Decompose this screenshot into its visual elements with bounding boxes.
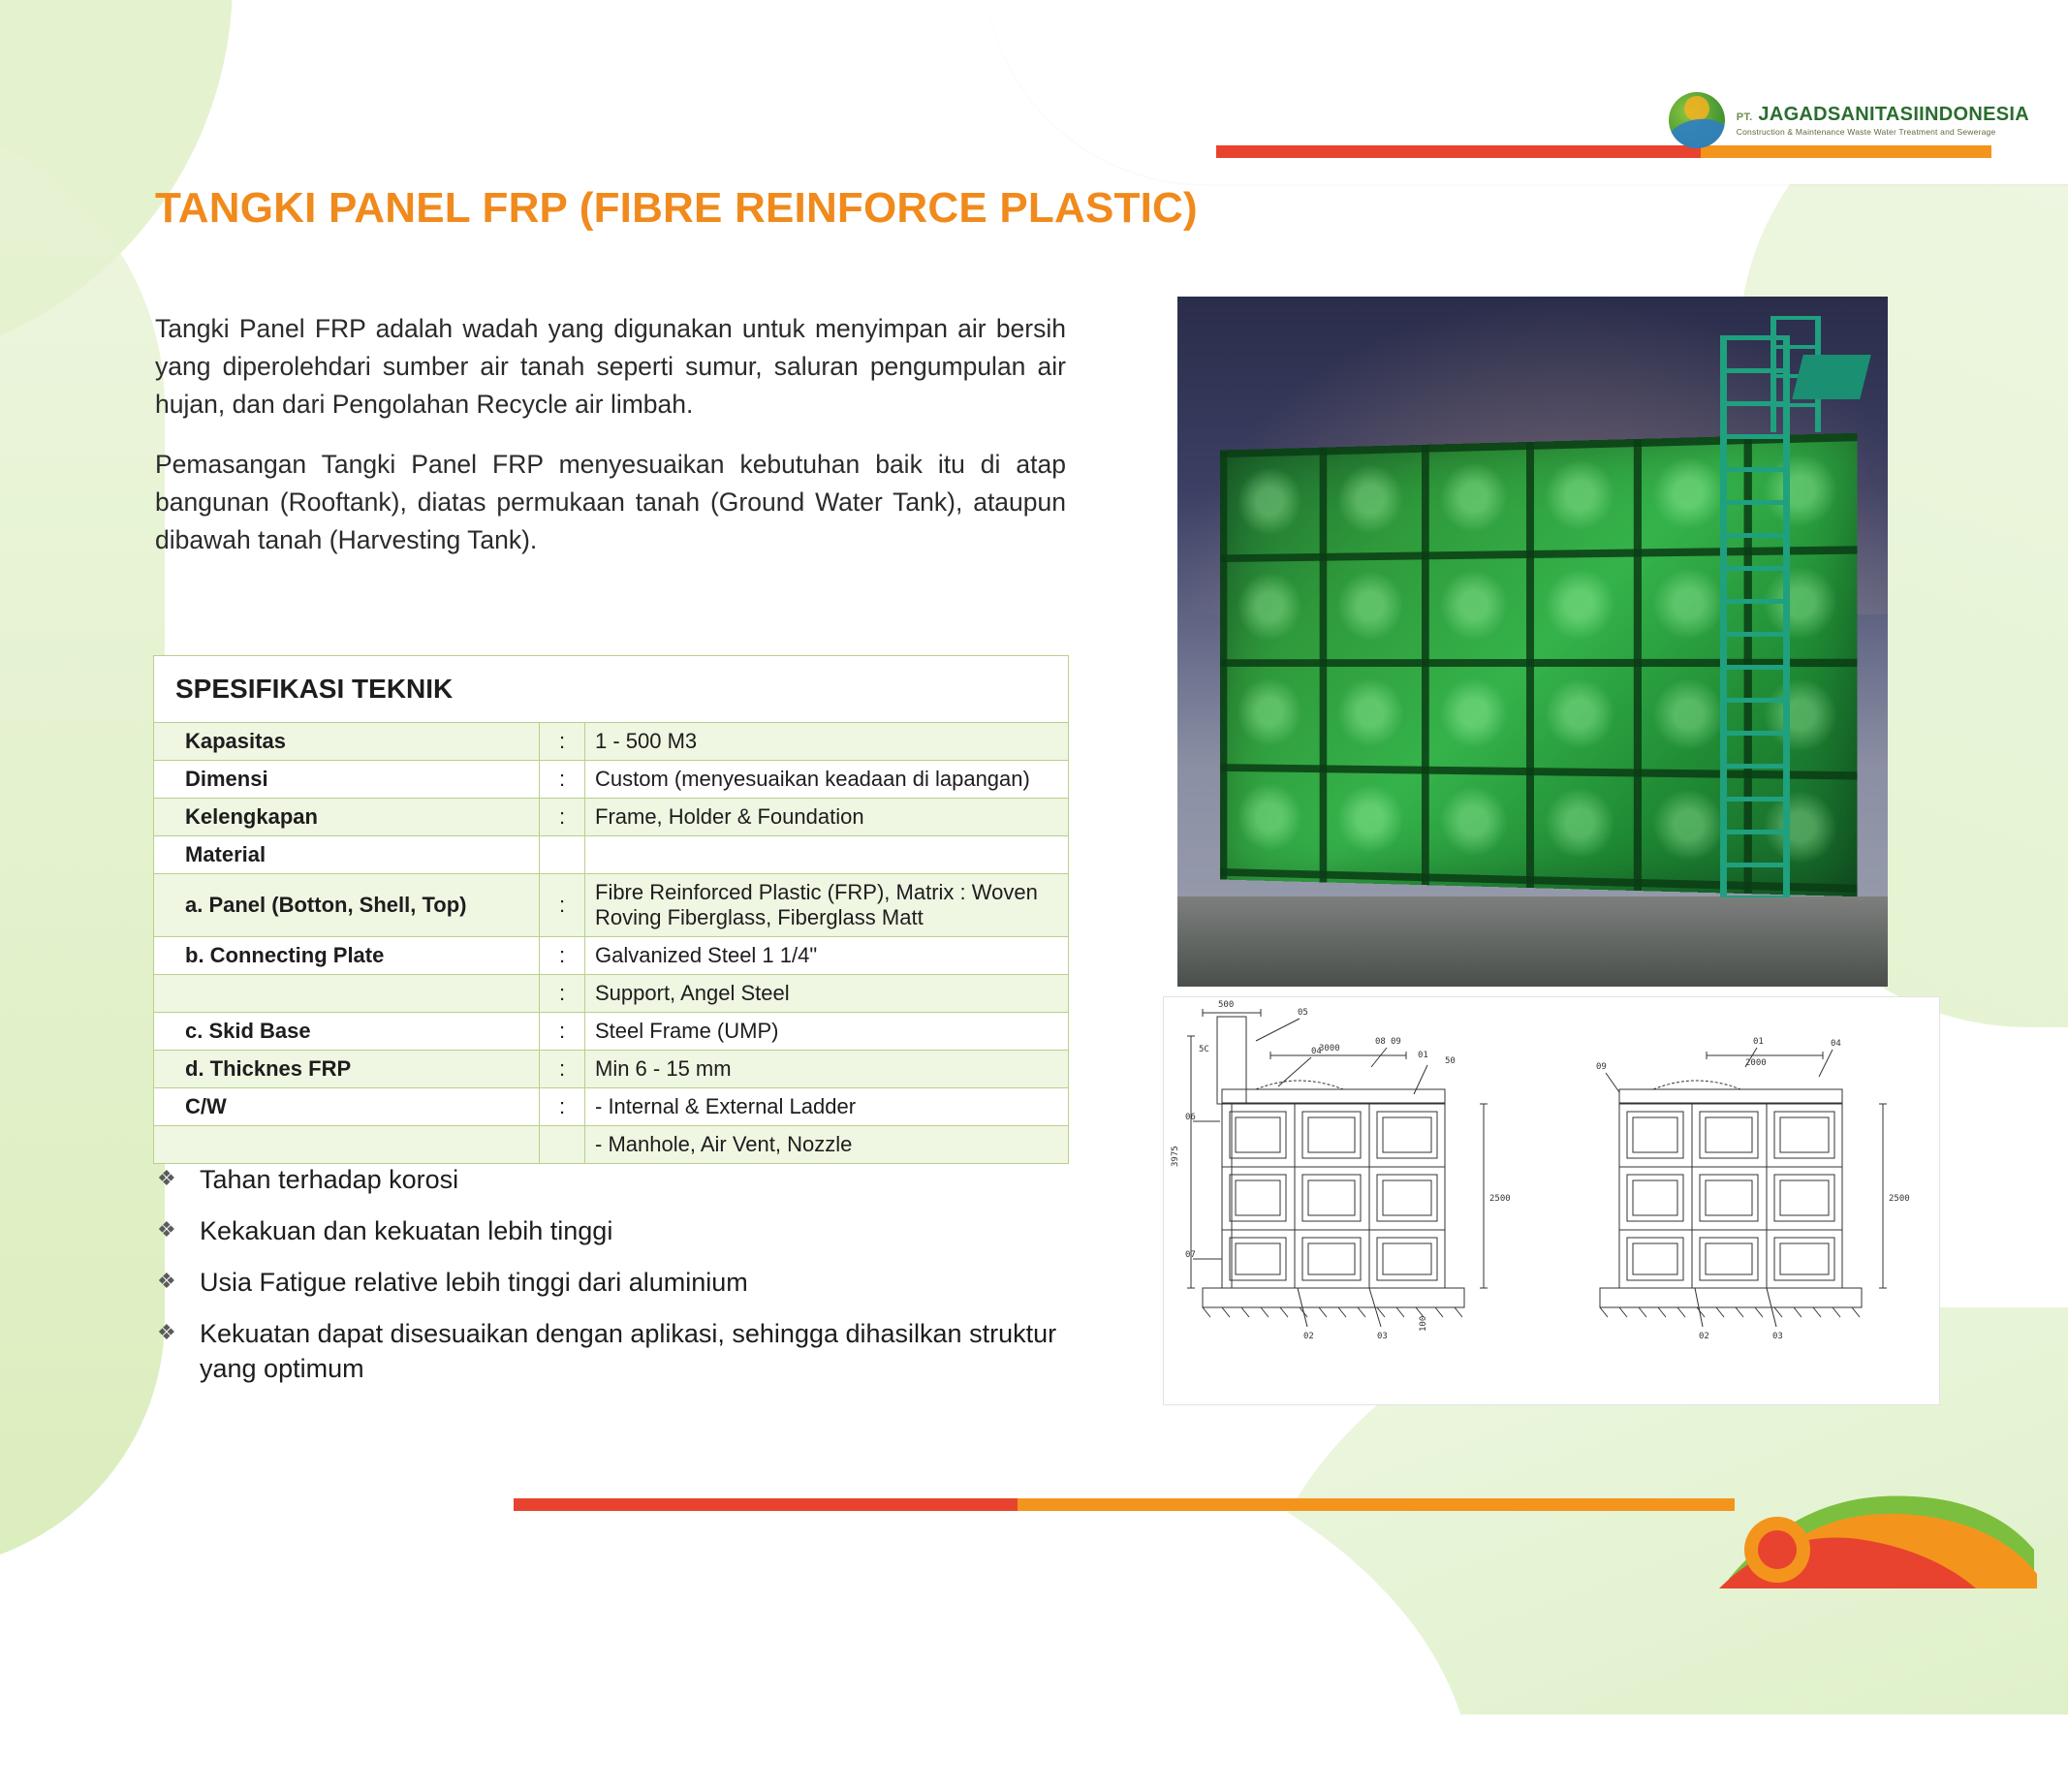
list-item bbox=[155, 1266, 1076, 1301]
spec-label: a. Panel (Botton, Shell, Top) bbox=[154, 874, 540, 937]
spec-value: 1 - 500 M3 bbox=[585, 723, 1069, 761]
spec-value: - Internal & External Ladder bbox=[585, 1088, 1069, 1126]
svg-text:2500: 2500 bbox=[1889, 1194, 1910, 1204]
spec-colon: : bbox=[540, 937, 585, 975]
spec-colon bbox=[540, 836, 585, 874]
svg-text:2000: 2000 bbox=[1745, 1058, 1767, 1068]
paragraph-2: Pemasangan Tangki Panel FRP menyesuaikan kebutuhan baik itu di atap bangunan (Rooftank), diatas permukaan tanah (Ground Water Tank), ataupun dibawah tanah (Harvesting Tank). bbox=[155, 449, 1066, 555]
logo-text bbox=[1737, 105, 2029, 137]
logo-pt-label: PT. bbox=[1736, 110, 1753, 123]
spec-label bbox=[154, 975, 540, 1013]
technical-drawing-svg bbox=[1164, 997, 1939, 1404]
spec-table-title-row bbox=[154, 656, 1069, 723]
spec-colon: : bbox=[540, 874, 585, 937]
background-shape-left bbox=[0, 116, 165, 1570]
svg-text:3975: 3975 bbox=[1171, 1146, 1180, 1167]
spec-colon: : bbox=[540, 761, 585, 799]
spec-value: Support, Angel Steel bbox=[585, 975, 1069, 1013]
svg-text:2500: 2500 bbox=[1489, 1194, 1511, 1204]
photo-ground bbox=[1177, 896, 1888, 987]
spec-value: Fibre Reinforced Plastic (FRP), Matrix : Woven Roving Fiberglass, Fiberglass Matt bbox=[585, 874, 1069, 937]
logo-tagline: Construction & Maintenance Waste Water Treatment and Sewerage bbox=[1736, 126, 1996, 137]
svg-text:02: 02 bbox=[1699, 1332, 1709, 1341]
table-row bbox=[154, 799, 1069, 836]
spec-value: Min 6 - 15 mm bbox=[585, 1051, 1069, 1088]
advantages-list bbox=[155, 1163, 1076, 1403]
spec-label: c. Skid Base bbox=[154, 1013, 540, 1051]
spec-label: Kapasitas bbox=[154, 723, 540, 761]
spec-colon: : bbox=[540, 975, 585, 1013]
diamond-bullet-icon: ❖ bbox=[157, 1216, 176, 1242]
svg-text:03: 03 bbox=[1772, 1332, 1783, 1341]
list-item-label: Kekakuan dan kekuatan lebih tinggi bbox=[200, 1215, 613, 1245]
svg-text:01: 01 bbox=[1418, 1051, 1428, 1060]
diamond-bullet-icon: ❖ bbox=[157, 1166, 176, 1190]
frp-tank-photo bbox=[1177, 297, 1888, 987]
svg-text:04: 04 bbox=[1311, 1047, 1322, 1056]
svg-text:02: 02 bbox=[1303, 1332, 1314, 1341]
table-row bbox=[154, 937, 1069, 975]
list-item-label: Kekuatan dapat disesuaikan dengan aplikasi, sehingga dihasilkan struktur yang optimum bbox=[200, 1318, 1057, 1383]
svg-text:08: 08 bbox=[1375, 1037, 1386, 1047]
spec-value: Galvanized Steel 1 1/4" bbox=[585, 937, 1069, 975]
footer-bar-orange bbox=[1018, 1498, 1735, 1511]
svg-text:03: 03 bbox=[1377, 1332, 1388, 1341]
table-row bbox=[154, 761, 1069, 799]
svg-text:06: 06 bbox=[1185, 1113, 1196, 1122]
table-row bbox=[154, 874, 1069, 937]
logo-mark-icon bbox=[1669, 92, 1725, 148]
spec-colon bbox=[540, 1126, 585, 1164]
svg-text:500: 500 bbox=[1218, 1000, 1235, 1010]
page-title: TANGKI PANEL FRP (FIBRE REINFORCE PLASTIC) bbox=[155, 184, 1198, 232]
spec-label: Dimensi bbox=[154, 761, 540, 799]
spec-colon: : bbox=[540, 1013, 585, 1051]
spec-colon: : bbox=[540, 799, 585, 836]
svg-text:100: 100 bbox=[1419, 1315, 1428, 1332]
table-row bbox=[154, 1013, 1069, 1051]
svg-text:5C: 5C bbox=[1199, 1045, 1209, 1054]
list-item bbox=[155, 1317, 1076, 1387]
spec-label bbox=[154, 1126, 540, 1164]
spec-colon: : bbox=[540, 1088, 585, 1126]
spec-label: C/W bbox=[154, 1088, 540, 1126]
background-white-swoosh bbox=[116, 1385, 1473, 1792]
spec-label: Material bbox=[154, 836, 540, 874]
svg-text:09: 09 bbox=[1596, 1062, 1607, 1072]
spec-label: d. Thicknes FRP bbox=[154, 1051, 540, 1088]
list-item-label: Tahan terhadap korosi bbox=[200, 1165, 459, 1194]
logo-company-title: JAGADSANITASIINDONESIA bbox=[1758, 103, 2029, 125]
diamond-bullet-icon: ❖ bbox=[157, 1319, 176, 1344]
spec-label: b. Connecting Plate bbox=[154, 937, 540, 975]
spec-value: Frame, Holder & Foundation bbox=[585, 799, 1069, 836]
intro-text-block bbox=[155, 310, 1066, 581]
svg-text:50: 50 bbox=[1445, 1056, 1456, 1066]
spec-colon: : bbox=[540, 723, 585, 761]
list-item-label: Usia Fatigue relative lebih tinggi dari aluminium bbox=[200, 1267, 748, 1297]
footer-swirl-graphic bbox=[1719, 1404, 2039, 1588]
diamond-bullet-icon: ❖ bbox=[157, 1268, 176, 1293]
svg-text:3000: 3000 bbox=[1319, 1044, 1340, 1053]
table-row bbox=[154, 1126, 1069, 1164]
company-logo bbox=[1669, 92, 2029, 148]
technical-drawing bbox=[1163, 996, 1940, 1405]
photo-chute bbox=[1792, 355, 1870, 399]
table-row bbox=[154, 975, 1069, 1013]
svg-text:01: 01 bbox=[1753, 1037, 1764, 1047]
svg-text:07: 07 bbox=[1185, 1250, 1196, 1260]
table-row bbox=[154, 1051, 1069, 1088]
spec-value bbox=[585, 836, 1069, 874]
logo-company-name bbox=[1737, 105, 2029, 125]
list-item bbox=[155, 1214, 1076, 1249]
svg-text:05: 05 bbox=[1298, 1008, 1308, 1018]
header-bar-red bbox=[1216, 145, 1701, 158]
table-row bbox=[154, 723, 1069, 761]
spec-label: Kelengkapan bbox=[154, 799, 540, 836]
spec-value: Custom (menyesuaikan keadaan di lapangan) bbox=[585, 761, 1069, 799]
list-item bbox=[155, 1163, 1076, 1198]
footer-bar-red bbox=[514, 1498, 1018, 1511]
svg-text:04: 04 bbox=[1831, 1039, 1841, 1049]
spec-colon: : bbox=[540, 1051, 585, 1088]
paragraph-1: Tangki Panel FRP adalah wadah yang digunakan untuk menyimpan air bersih yang diperolehdari sumber air tanah seperti sumur, saluran pengumpulan air hujan, dan dari Pengolahan Recycle air limbah. bbox=[155, 314, 1066, 420]
table-row bbox=[154, 1088, 1069, 1126]
svg-text:09: 09 bbox=[1391, 1037, 1401, 1047]
table-row bbox=[154, 836, 1069, 874]
spec-value: - Manhole, Air Vent, Nozzle bbox=[585, 1126, 1069, 1164]
spec-table-title: SPESIFIKASI TEKNIK bbox=[154, 656, 1069, 723]
spec-value: Steel Frame (UMP) bbox=[585, 1013, 1069, 1051]
spec-table bbox=[153, 655, 1069, 1164]
